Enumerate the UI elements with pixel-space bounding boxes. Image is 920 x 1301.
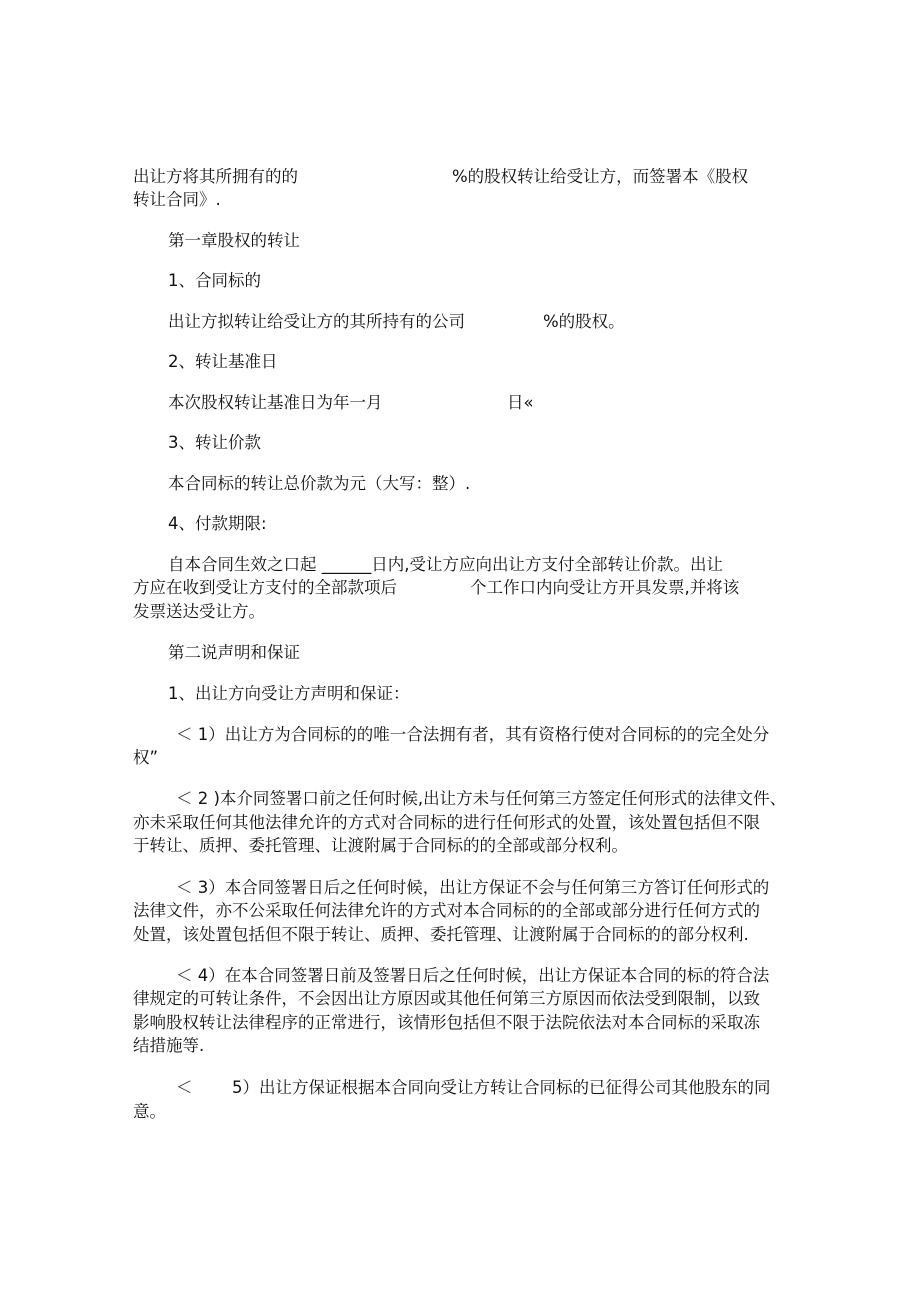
chapter1-item4-line3: 发票送达受让方。 bbox=[133, 602, 265, 621]
intro-line2: 转让合同》. bbox=[133, 190, 221, 209]
clause4-line3: 影响股权转让法律程序的正常进行，该情形包括但不限于法院依法对本合同标的采取冻 bbox=[133, 1013, 760, 1032]
chapter1-title: 第一章股权的转让 bbox=[168, 231, 300, 250]
chapter1-item1-body-b: %的股权。 bbox=[543, 312, 625, 331]
chapter1-item2-body-b: 日« bbox=[507, 393, 534, 412]
clause5-line1: 5）出让方保证根据本合同向受让方转让合同标的已征得公司其他股东的同 bbox=[232, 1078, 771, 1097]
clause3-line2: 法律文件，亦不公采取任何法律允许的方式对本合同标的的全部或部分进行任何方式的 bbox=[133, 901, 760, 920]
clause2-line3: 于转让、质押、委托管理、让渡附属于合同标的的全部或部分权利。 bbox=[133, 836, 628, 855]
chapter1-item4-title: 4、付款期限: bbox=[168, 514, 267, 533]
chapter1-item4-line1: 自本合同生效之口起 ______日内,受让方应向出让方支付全部转让价款。出让 bbox=[168, 555, 723, 574]
clause2-line2: 亦未采取任何其他法律允许的方式对合同标的进行任何形式的处置，该处置包括但不限 bbox=[133, 813, 760, 832]
clause4-line2: 律规定的可转让条件，不会因出让方原因或其他任何第三方原因而依法受到限制，以致 bbox=[133, 989, 760, 1008]
clause5-mark: ＜ bbox=[176, 1078, 193, 1097]
chapter1-item3-body: 本合同标的转让总价款为元（大写：整）. bbox=[168, 474, 471, 493]
chapter1-item3-title: 3、转让价款 bbox=[168, 433, 261, 452]
chapter1-item1-body-a: 出让方拟转让给受让方的其所持有的公司 bbox=[168, 312, 465, 331]
intro-line1-a: 出让方将其所拥有的的 bbox=[133, 167, 298, 186]
chapter1-item2-title: 2、转让基准日 bbox=[168, 352, 278, 371]
clause2-line1: ＜ 2 )本介同签署口前之任何时候,出让方未与任何第三方签定任何形式的法律文件、 bbox=[176, 789, 787, 808]
intro-line1-b: %的股权转让给受让方，而签署本《股权 bbox=[452, 167, 749, 186]
clause4-line1: ＜ 4）在本合同签署日前及签署日后之任何时候，出让方保证本合同的标的符合法 bbox=[176, 966, 770, 985]
chapter1-item4-line2-b: 个工作口内向受让方开具发票,并将该 bbox=[470, 578, 740, 597]
clause4-line4: 结措施等. bbox=[133, 1036, 205, 1055]
clause5-line2: 意。 bbox=[133, 1102, 166, 1121]
chapter1-item4-line2-a: 方应在收到受让方支付的全部款项后 bbox=[133, 578, 397, 597]
chapter1-item2-body-a: 本次股权转让基准日为年一月 bbox=[168, 393, 383, 412]
clause1-line1: ＜ 1）出让方为合同标的的唯一合法拥有者，其有资格行使对合同标的的完全处分 bbox=[176, 725, 770, 744]
clause3-line1: ＜ 3）本合同签署日后之任何时候，出让方保证不会与任何第三方答订任何形式的 bbox=[176, 878, 770, 897]
clause3-line3: 处置，该处置包括但不限于转让、质押、委托管理、让渡附属于合同标的的部分权利. bbox=[133, 925, 749, 944]
clause1-line2: 权” bbox=[133, 748, 159, 767]
chapter1-item1-title: 1、合同标的 bbox=[168, 271, 261, 290]
chapter2-item1-title: 1、出让方向受让方声明和保证： bbox=[168, 684, 410, 703]
chapter2-title: 第二说声明和保证 bbox=[168, 643, 300, 662]
